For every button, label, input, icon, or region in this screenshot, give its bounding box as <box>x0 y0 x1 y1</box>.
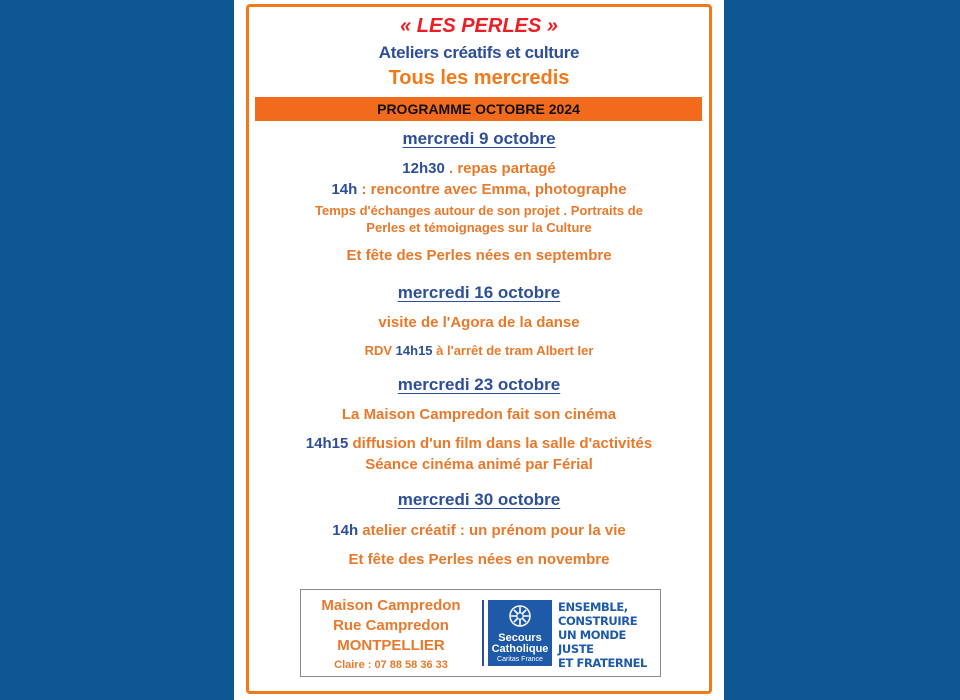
poster <box>234 0 724 700</box>
event-4-text: atelier créatif : un prénom pour la vie <box>358 522 626 539</box>
event-3-text: diffusion d'un film dans la salle d'activités <box>348 435 653 452</box>
event-date-2: mercredi 16 octobre <box>397 283 561 302</box>
slogan-line-2: CONSTRUIRE <box>558 614 638 628</box>
event-2-line-2 <box>234 343 724 358</box>
event-1-text-1: . repas partagé <box>444 160 556 177</box>
event-1-text-2: : rencontre avec Emma, photographe <box>357 181 627 198</box>
footer-box <box>300 589 661 677</box>
event-date-3: mercredi 23 octobre <box>397 375 561 394</box>
event-1-time-2: 14h <box>331 181 358 198</box>
event-3-line-1: La Maison Campredon fait son cinéma <box>341 406 617 423</box>
slogan-line-3: UN MONDE JUSTE <box>558 628 627 656</box>
logo-caption: Caritas France <box>497 656 543 663</box>
program-banner: PROGRAMME OCTOBRE 2024 <box>255 97 702 121</box>
venue-city: MONTPELLIER <box>337 637 445 654</box>
event-1-line-1 <box>234 160 724 177</box>
contact-phone: Claire : 07 88 58 36 33 <box>334 659 448 671</box>
event-1-line-2 <box>234 181 724 198</box>
footer-divider <box>482 600 484 666</box>
event-3-line-2 <box>234 435 724 452</box>
event-date-1: mercredi 9 octobre <box>402 129 556 148</box>
event-date-4: mercredi 30 octobre <box>397 490 561 509</box>
event-2-line-1: visite de l'Agora de la danse <box>378 314 580 331</box>
event-1-time-1: 12h30 <box>402 160 445 177</box>
event-4-line-2: Et fête des Perles nées en novembre <box>348 551 610 568</box>
logo-name-1: Secours <box>498 632 542 644</box>
event-2-text: à l'arrêt de tram Albert Ier <box>432 343 594 358</box>
poster-title: « LES PERLES » <box>400 15 558 37</box>
poster-frequency: Tous les mercredis <box>388 67 570 89</box>
event-1-line-3: Temps d'échanges autour de son projet . Portraits de <box>315 203 643 218</box>
event-3-line-3: Séance cinéma animé par Férial <box>365 456 593 473</box>
event-1-line-5: Et fête des Perles nées en septembre <box>346 247 612 264</box>
secours-catholique-logo <box>488 600 552 666</box>
slogan-line-1: ENSEMBLE, <box>558 600 628 614</box>
event-4-line-1 <box>234 522 724 539</box>
event-2-pre: RDV <box>364 343 396 358</box>
poster-subtitle: Ateliers créatifs et culture <box>378 43 580 62</box>
cross-icon <box>507 604 533 628</box>
logo-name-2: Catholique <box>491 643 549 655</box>
slogan <box>558 600 658 670</box>
event-1-line-4: Perles et témoignages sur la Culture <box>366 220 592 235</box>
venue-name: Maison Campredon <box>321 597 461 614</box>
slogan-line-4: ET FRATERNEL <box>558 656 647 670</box>
event-4-time: 14h <box>332 522 359 539</box>
event-3-time: 14h15 <box>305 435 349 452</box>
venue-address <box>301 596 481 671</box>
event-2-time: 14h15 <box>395 343 433 358</box>
venue-street: Rue Campredon <box>333 617 449 634</box>
